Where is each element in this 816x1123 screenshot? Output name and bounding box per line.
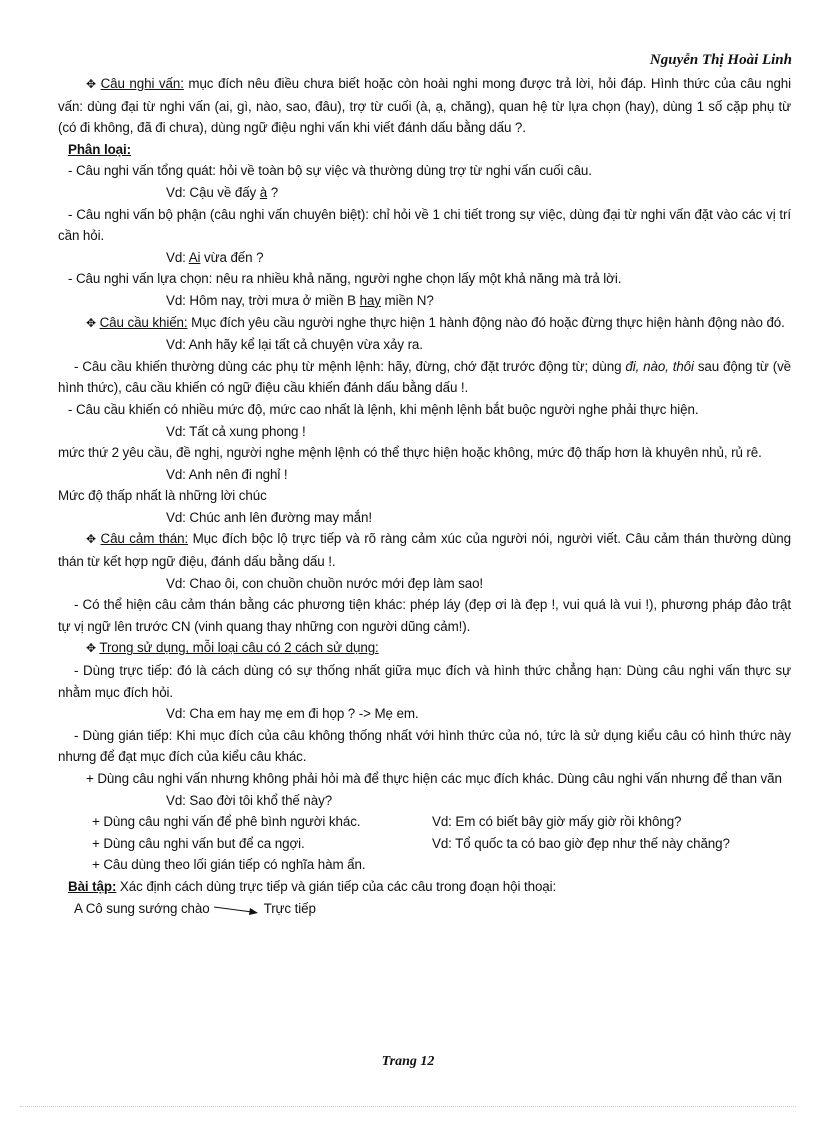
exercise-line: Bài tập: Xác định cách dùng trực tiếp và gián tiếp của các câu trong đoạn hội thoại:	[68, 878, 557, 894]
author-name: Nguyễn Thị Hoài Linh	[649, 52, 792, 68]
diamond-bullet-icon: ✥	[86, 315, 96, 330]
example-line: Vd: Cha em hay mẹ em đi họp ? -> Mẹ em.	[166, 706, 419, 722]
page-number: Trang 12	[381, 1054, 435, 1069]
section-title: Câu cầu khiến:	[99, 314, 188, 330]
paragraph: - Câu cầu khiến có nhiều mức độ, mức cao nhất là lệnh, khi mệnh lệnh bắt buộc người nghe phải thực hiện.	[68, 401, 699, 417]
diamond-bullet-icon: ✥	[86, 641, 96, 656]
usage-row: + Dùng câu nghi vấn but để ca ngợi. Vd: Tổ quốc ta có bao giờ đẹp như thế này chăng?	[92, 835, 730, 851]
section-exclamatory: ✥ Câu cảm thán: Mục đích bộc lộ trực tiếp và rõ ràng cảm xúc của người nói, người viết. Câu cảm thán thường dùng thán từ kết hợp ngữ điệu, đánh dấu bằng dấu !.	[58, 531, 791, 570]
example-line: Vd: Anh nên đi nghỉ !	[166, 466, 288, 482]
section-interrogative: ✥ Câu nghi vấn: mục đích nêu điều chưa biết hoặc còn hoài nghi mong được trả lời, hỏi đáp. Hình thức của câu nghi vấn: dùng đại từ nghi vấn (ai, gì, nào, sao, đâu), trợ từ cuối (à, ạ, chăng), quan hệ từ lựa chọn (hay), dùng 1 số cặp phụ từ (có đi không, đã đi chưa), dùng ngữ điệu nghi vấn khi viết đánh dấu bằng dấu ?.	[58, 76, 792, 136]
page-divider	[20, 1106, 796, 1107]
diamond-bullet-icon: ✥	[86, 532, 96, 547]
paragraph: - Câu nghi vấn bộ phận (câu nghi vấn chuyên biệt): chỉ hỏi về 1 chi tiết trong sự việc, dùng đại từ nghi vấn đặt vào các vị trí cần hỏi.	[58, 206, 791, 244]
section-title: Trong sử dụng, mỗi loại câu có 2 cách sử dụng:	[99, 640, 379, 656]
usage-row: + Dùng câu nghi vấn để phê bình người khác. Vd: Em có biết bây giờ mấy giờ rồi không?	[92, 814, 682, 830]
section-imperative: ✥ Câu cầu khiến: Mục đích yêu cầu người nghe thực hiện 1 hành động nào đó hoặc đừng thực hiện hành động nào đó.	[86, 314, 785, 330]
arrow-right-icon	[214, 903, 260, 915]
exercise-heading: Bài tập:	[68, 878, 117, 894]
diamond-bullet-icon: ✥	[86, 77, 96, 91]
paragraph: - Câu nghi vấn tổng quát: hỏi về toàn bộ sự việc và thường dùng trợ từ nghi vấn cuối câu.	[68, 163, 592, 179]
example-line: Vd: Hôm nay, trời mưa ở miền B hay miền N?	[166, 292, 434, 308]
classification-heading: Phân loại:	[68, 141, 131, 157]
document-body	[58, 73, 791, 919]
section-title: Câu cảm thán:	[100, 531, 189, 547]
section-usage	[58, 637, 791, 660]
paragraph: + Dùng câu nghi vấn nhưng không phải hỏi mà để thực hiện các mục đích khác. Dùng câu nghi vấn nhưng để than vãn	[86, 771, 782, 786]
exercise-answer: A Cô sung sướng chào Trực tiếp	[74, 900, 316, 916]
paragraph: - Dùng gián tiếp: Khi mục đích của câu không thống nhất với hình thức của nó, tức là sử dụng kiểu câu có hình thức này nhưng để đạt mục đích của kiểu câu khác.	[58, 727, 791, 765]
example-line: Vd: Chao ôi, con chuồn chuồn nước mới đẹp làm sao!	[166, 575, 484, 591]
paragraph: mức thứ 2 yêu cầu, đề nghị, người nghe mệnh lệnh có thể thực hiện hoặc không, mức độ thấp hơn là khuyên nhủ, rủ rê.	[58, 445, 762, 461]
example-line: Vd: Ai vừa đến ?	[166, 249, 264, 265]
paragraph: - Dùng trực tiếp: đó là cách dùng có sự thống nhất giữa mục đích và hình thức chẳng hạn: Dùng câu nghi vấn thực sự nhằm mục đích hỏi.	[58, 663, 791, 700]
example-line: Vd: Sao đời tôi khổ thế này?	[166, 792, 333, 808]
example-line: Vd: Tất cả xung phong !	[166, 423, 306, 439]
example-line: Vd: Anh hãy kể lại tất cả chuyện vừa xảy ra.	[166, 337, 423, 353]
paragraph: - Có thể hiện câu cảm thán bằng các phương tiện khác: phép láy (đẹp ơi là đẹp !, vui quá là vui !), phương pháp đảo trật tự vị ngữ lên trước CN (vinh quang thay những con người dũng cảm!).	[58, 597, 791, 634]
paragraph: + Câu dùng theo lối gián tiếp có nghĩa hàm ẩn.	[92, 857, 366, 873]
paragraph: Mức độ thấp nhất là những lời chúc	[58, 488, 267, 504]
section-title: Câu nghi vấn:	[100, 76, 184, 91]
example-line: Vd: Cậu về đấy à ?	[166, 184, 279, 200]
paragraph: - Câu nghi vấn lựa chọn: nêu ra nhiều khả năng, người nghe chọn lấy một khả năng mà trả lời.	[68, 271, 622, 287]
paragraph: - Câu cầu khiến thường dùng các phụ từ mệnh lệnh: hãy, đừng, chớ đặt trước động từ; dùng đi, nào, thôi sau động từ (về hình thức), câu cầu khiến có ngữ điệu cầu khiến đánh dấu bằng dấu !.	[58, 358, 792, 396]
example-line: Vd: Chúc anh lên đường may mắn!	[166, 509, 372, 525]
